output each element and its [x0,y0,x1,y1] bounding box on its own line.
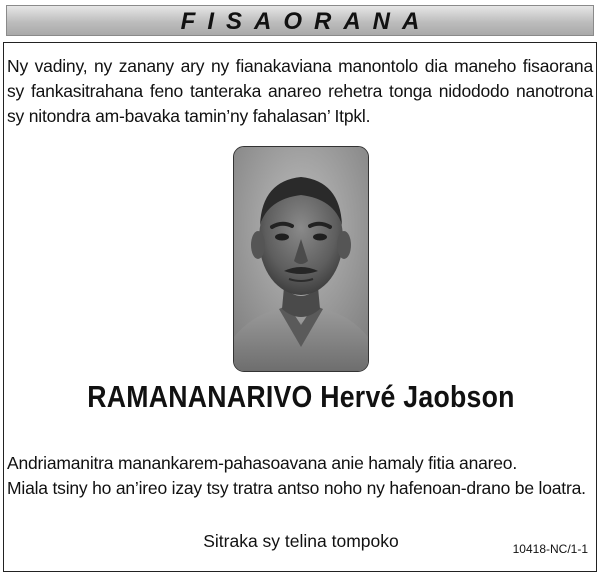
closing-line-1: Andriamanitra manankarem-pahasoavana anie hamaly fitia anareo. [7,453,517,473]
portrait-photo [233,146,369,372]
reference-code: 10418-NC/1-1 [512,542,588,556]
signature: Sitraka sy telina tompoko [203,531,399,551]
deceased-name: RAMANANARIVO Hervé Jaobson [87,379,515,414]
notice-box [3,42,597,572]
closing-line-2: Miala tsiny ho an’ireo izay tsy tratra antso noho ny hafenoan-drano be loatra. [7,478,586,498]
header-band [6,5,594,36]
closing-text [7,451,593,501]
intro-text: Ny vadiny, ny zanany ary ny fianakaviana manontolo dia maneho fisaorana sy fankasitrahana feno tanteraka anareo rehetra tonga nidododo nanotrona sy nitondra am-bavaka tamin’ny fahalasan’ Itpkl. [7,56,593,126]
header-title: FISAORANA [180,8,432,35]
